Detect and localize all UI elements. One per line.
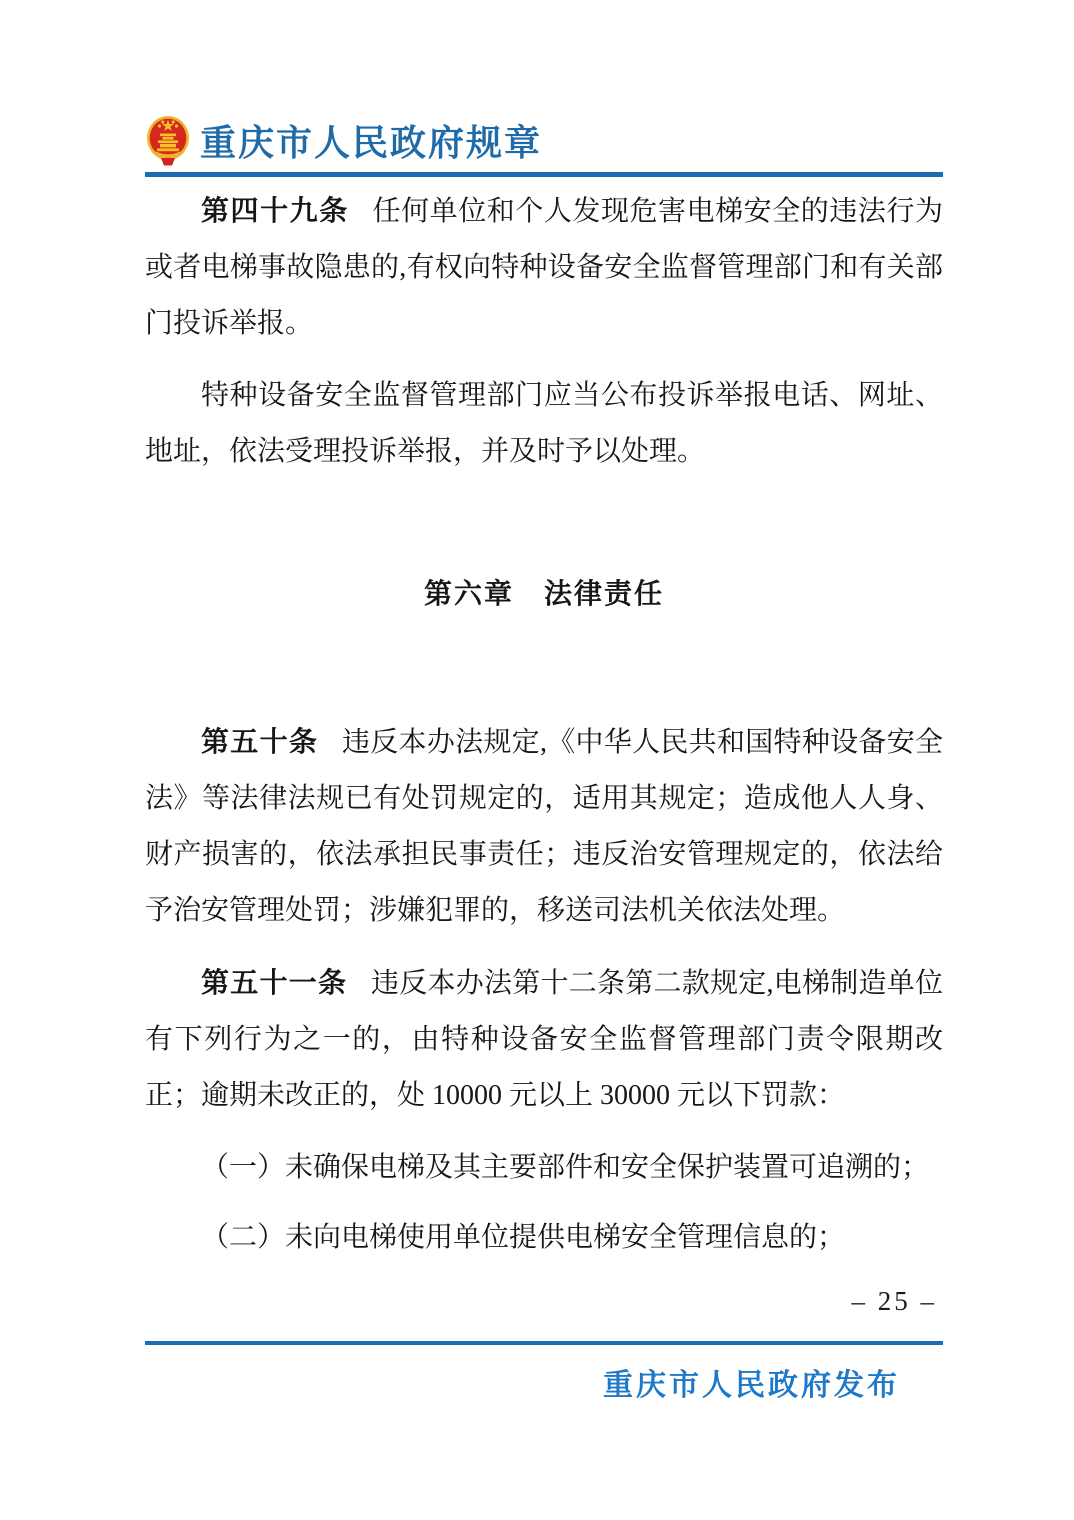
article-49-paragraph [145,183,943,352]
chapter-heading: 第六章 法律责任 [423,578,664,609]
complaint-paragraph [145,368,943,480]
page-number: – 25 – [851,1286,937,1316]
national-emblem-icon [145,114,191,166]
article-51-number: 第五十一条 [201,967,348,998]
article-50-text: 违反本办法规定,《中华人民共和国特种设备安全法》等法律法规已有处罚规定的，适用其规定；造成他人人身、财产损害的，依法承担民事责任；违反治安管理规定的，依法给予治安管理处罚；涉嫌犯罪的，移送司法机关依法处理。 [145,727,943,926]
article-51-paragraph [145,955,943,1124]
article-51-text: 违反本办法第十二条第二款规定,电梯制造单位有下列行为之一的，由特种设备安全监督管理部门责令限期改正；逾期未改正的，处 10000 元以上 30000 元以下罚款： [145,968,943,1111]
article-50-number: 第五十条 [201,726,319,757]
header-title: 重庆市人民政府规章 [200,122,543,163]
article-49-number: 第四十九条 [201,195,349,226]
document-content [145,112,943,1280]
article-49-text: 任何单位和个人发现危害电梯安全的违法行为或者电梯事故隐患的,有权向特种设备安全监督管理部门和有关部门投诉举报。 [145,196,943,339]
document-body [145,183,943,1266]
list-item-2: （二）未向电梯使用单位提供电梯安全管理信息的； [201,1222,846,1253]
article-50-paragraph [145,714,943,939]
document-header [145,112,943,168]
publisher-label: 重庆市人民政府发布 [603,1369,900,1402]
footer-divider [145,1341,943,1345]
header-divider [145,172,943,177]
list-item-1: （一）未确保电梯及其主要部件和安全保护装置可追溯的； [201,1152,930,1183]
complaint-paragraph-text: 特种设备安全监督管理部门应当公布投诉举报电话、网址、地址，依法受理投诉举报，并及时予以处理。 [145,380,943,467]
